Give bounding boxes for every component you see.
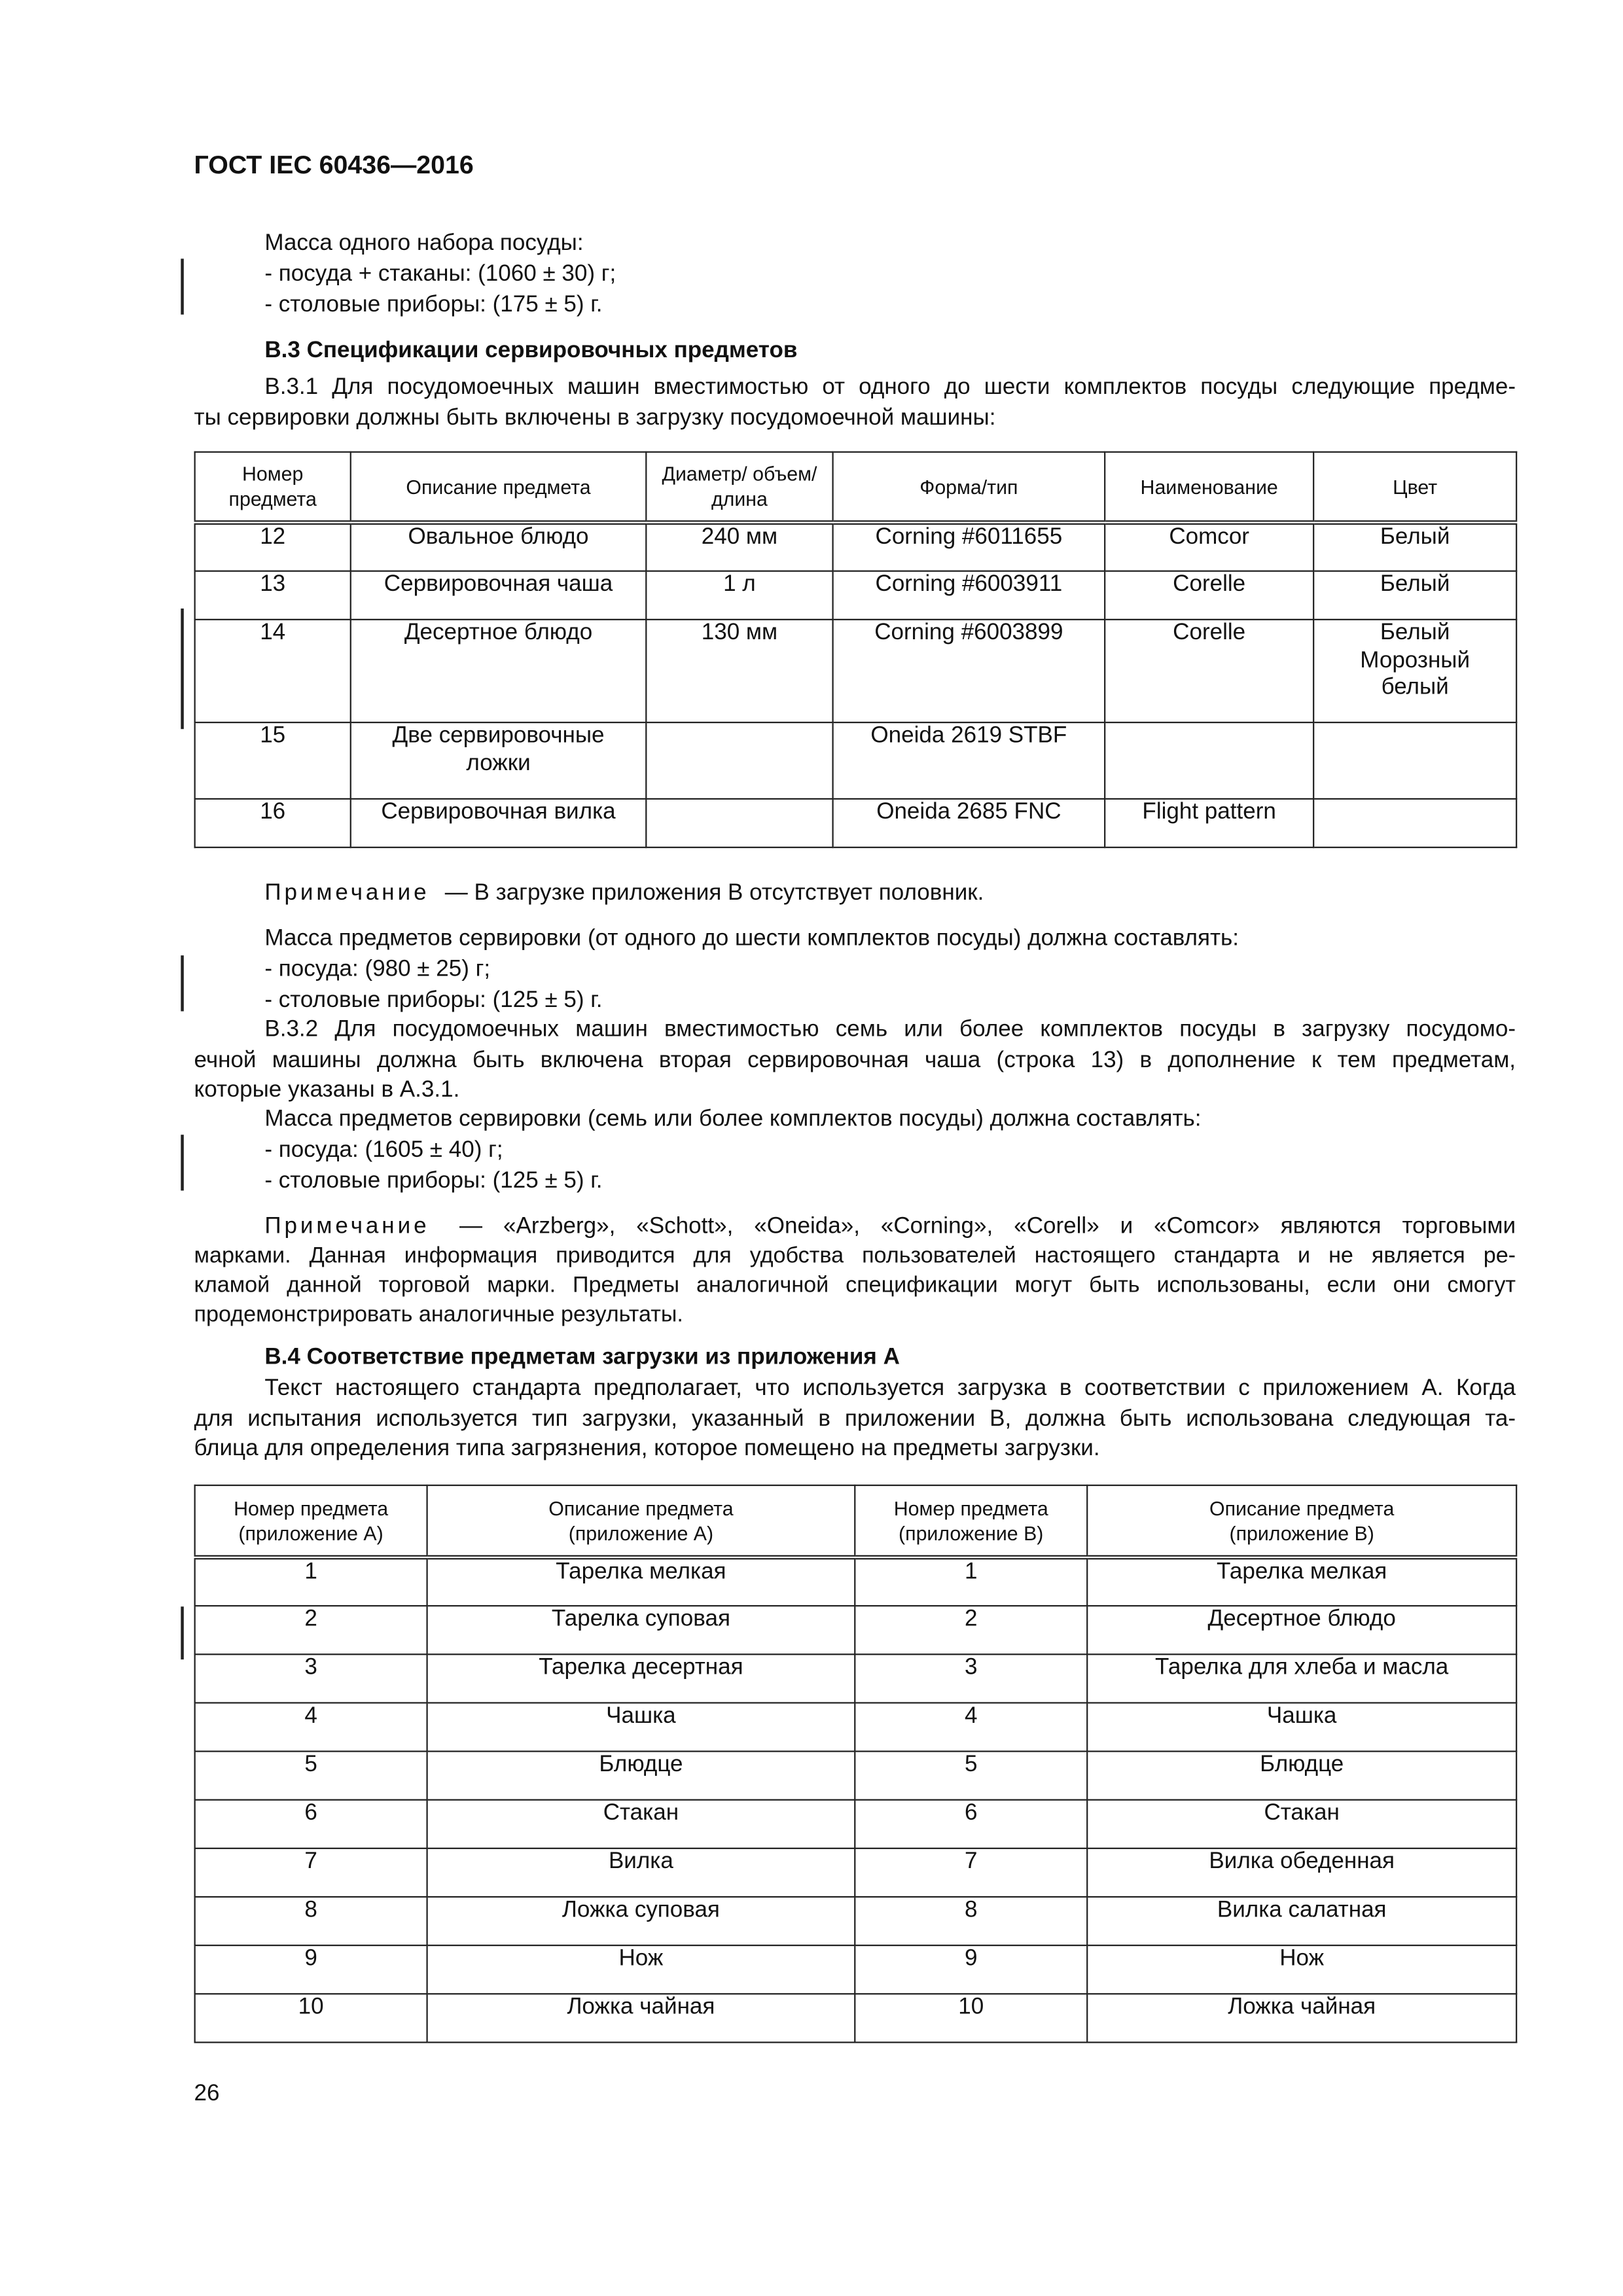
column-header: Диаметр/ объем/длина <box>646 452 832 523</box>
section-b4-paragraph-line: для испытания используется тип загрузки, указанный в приложении В, должна быть использована следующая та- <box>194 1406 1516 1432</box>
page-number: 26 <box>194 2081 220 2107</box>
table-cell: 4 <box>195 1703 427 1751</box>
section-b4-paragraph-line: блица для определения типа загрязнения, которое помещено на предметы загрузки. <box>194 1436 1100 1461</box>
table-cell: 130 мм <box>646 620 832 722</box>
table-cell: Тарелка мелкая <box>1087 1557 1516 1606</box>
table-cell: 10 <box>195 1994 427 2042</box>
table-cell: 1 л <box>646 571 832 620</box>
table-cell: Тарелка десертная <box>427 1654 855 1703</box>
table-cell: Flight pattern <box>1105 799 1313 847</box>
table-cell: 13 <box>195 571 351 620</box>
section-b3-paragraph-line: B.3.1 Для посудомоечных машин вместимостью от одного до шести комплектов посуды следующие предме- <box>264 374 1516 400</box>
table-header-row <box>195 452 1517 523</box>
table-cell: 5 <box>195 1752 427 1800</box>
note-text-line: кламой данной торговой марки. Предметы аналогичной спецификации могут быть использованы, если они смогут <box>194 1273 1516 1298</box>
table-row <box>195 620 1517 722</box>
table-cell: Oneida 2685 FNC <box>833 799 1105 847</box>
load-correspondence-table <box>194 1485 1518 2043</box>
table-cell: 9 <box>855 1945 1087 1994</box>
column-header: Описание предмета (приложение А) <box>427 1485 855 1557</box>
note-label: Примечание <box>264 880 430 906</box>
section-b4-heading: B.4 Соответствие предметам загрузки из приложения A <box>264 1345 900 1370</box>
note-text: — В загрузке приложения В отсутствует половник. <box>444 880 984 906</box>
table-cell: 6 <box>195 1800 427 1848</box>
section-b3-paragraph-line: ты сервировки должны быть включены в загрузку посудомоечной машины: <box>194 406 996 431</box>
table-cell: Тарелка мелкая <box>427 1557 855 1606</box>
table-cell: Две сервировочные ложки <box>351 722 647 799</box>
table-cell: 6 <box>855 1800 1087 1848</box>
column-header: Форма/тип <box>833 452 1105 523</box>
table-row <box>195 1994 1517 2042</box>
table-cell: Тарелка для хлеба и масла <box>1087 1654 1516 1703</box>
table-cell: Oneida 2619 STBF <box>833 722 1105 799</box>
table-cell: Чашка <box>1087 1703 1516 1751</box>
table-cell: Чашка <box>427 1703 855 1751</box>
table-header-row <box>195 1485 1517 1557</box>
change-bar <box>181 1606 183 1659</box>
change-bar <box>181 258 183 314</box>
table-cell <box>1313 722 1516 799</box>
table-row <box>195 1848 1517 1897</box>
mass-serving7-intro: Масса предметов сервировки (семь или более комплектов посуды) должна составлять: <box>264 1106 1202 1132</box>
b32-paragraph-line: ечной машины должна быть включена вторая сервировочная чаша (строка 13) в дополнение к тем предметам, <box>194 1048 1516 1073</box>
table-cell: 2 <box>195 1606 427 1654</box>
table-row <box>195 1800 1517 1848</box>
b32-paragraph-line: которые указаны в А.3.1. <box>194 1077 460 1103</box>
table-cell: Стакан <box>1087 1800 1516 1848</box>
table-cell: 7 <box>195 1848 427 1897</box>
table-cell: 10 <box>855 1994 1087 2042</box>
table-cell: Овальное блюдо <box>351 523 647 571</box>
table-cell: Тарелка суповая <box>427 1606 855 1654</box>
table-cell: 5 <box>855 1752 1087 1800</box>
mass-serving-item: - посуда: (980 ± 25) г; <box>264 957 491 982</box>
table-row <box>195 571 1517 620</box>
table-cell: Стакан <box>427 1800 855 1848</box>
column-header: Номер предмета (приложение А) <box>195 1485 427 1557</box>
column-header: Цвет <box>1313 452 1516 523</box>
table-row <box>195 523 1517 571</box>
table-cell: Белый <box>1313 571 1516 620</box>
table-row <box>195 1897 1517 1945</box>
serving-items-table <box>194 451 1518 849</box>
table-row <box>195 1557 1517 1606</box>
table-cell: Сервировочная чаша <box>351 571 647 620</box>
section-b3-heading: B.3 Спецификации сервировочных предметов <box>264 338 798 363</box>
document-header-title: ГОСТ IEC 60436—2016 <box>194 150 474 180</box>
table-cell: 3 <box>855 1654 1087 1703</box>
note-text-line: марками. Данная информация приводится для удобства пользователей настоящего стандарта и не является ре- <box>194 1243 1516 1269</box>
table-cell: 15 <box>195 722 351 799</box>
mass-set-intro: Масса одного набора посуды: <box>264 230 584 256</box>
note-label: Примечание <box>264 1214 430 1239</box>
table-cell: 14 <box>195 620 351 722</box>
table-cell <box>1313 799 1516 847</box>
table-cell: Вилка <box>427 1848 855 1897</box>
change-bar <box>181 609 183 729</box>
table-cell: 8 <box>195 1897 427 1945</box>
table-cell: Белый <box>1313 523 1516 571</box>
table-row <box>195 1654 1517 1703</box>
table-cell: Нож <box>1087 1945 1516 1994</box>
table-cell: Десертное блюдо <box>1087 1606 1516 1654</box>
table-cell: Ложка чайная <box>1087 1994 1516 2042</box>
change-bar <box>181 955 183 1011</box>
table-cell: Вилка обеденная <box>1087 1848 1516 1897</box>
mass-serving7-item: - посуда: (1605 ± 40) г; <box>264 1137 503 1163</box>
table-cell: Ложка чайная <box>427 1994 855 2042</box>
table-cell: Нож <box>427 1945 855 1994</box>
table-cell: 7 <box>855 1848 1087 1897</box>
table-cell: 3 <box>195 1654 427 1703</box>
table-cell: 4 <box>855 1703 1087 1751</box>
table-row <box>195 722 1517 799</box>
table-cell: Corning #6003899 <box>833 620 1105 722</box>
table-cell: 16 <box>195 799 351 847</box>
column-header: Номер предмета (приложение В) <box>855 1485 1087 1557</box>
table-cell: Ложка суповая <box>427 1897 855 1945</box>
table-cell: Comcor <box>1105 523 1313 571</box>
table-cell: 240 мм <box>646 523 832 571</box>
table-cell: 8 <box>855 1897 1087 1945</box>
section-b4-paragraph-line: Текст настоящего стандарта предполагает, что используется загрузка в соответствии с приложением А. Когда <box>264 1375 1516 1401</box>
table-cell: Corning #6011655 <box>833 523 1105 571</box>
mass-serving-intro: Масса предметов сервировки (от одного до шести комплектов посуды) должна составлять: <box>264 926 1240 951</box>
column-header: Номер предмета <box>195 452 351 523</box>
b32-paragraph-line: B.3.2 Для посудомоечных машин вместимостью семь или более комплектов посуды в загрузку посудомо- <box>264 1017 1516 1042</box>
table-cell: 12 <box>195 523 351 571</box>
table-cell: Corelle <box>1105 571 1313 620</box>
mass-set-item: - столовые приборы: (175 ± 5) г. <box>264 292 603 318</box>
note-paragraph <box>264 1212 1516 1242</box>
table-cell: Corelle <box>1105 620 1313 722</box>
note-text-line: продемонстрировать аналогичные результаты. <box>194 1302 683 1328</box>
table-cell: 1 <box>195 1557 427 1606</box>
column-header: Описание предмета <box>351 452 647 523</box>
table-cell: Сервировочная вилка <box>351 799 647 847</box>
table-row <box>195 1606 1517 1654</box>
table-row <box>195 1945 1517 1994</box>
table-cell: 1 <box>855 1557 1087 1606</box>
table-cell: 2 <box>855 1606 1087 1654</box>
table-row <box>195 1752 1517 1800</box>
table-cell: 9 <box>195 1945 427 1994</box>
table-cell <box>1105 722 1313 799</box>
table-cell <box>646 799 832 847</box>
table-cell: Вилка салатная <box>1087 1897 1516 1945</box>
table-row <box>195 799 1517 847</box>
table-cell: Corning #6003911 <box>833 571 1105 620</box>
column-header: Наименование <box>1105 452 1313 523</box>
table-cell: Блюдце <box>427 1752 855 1800</box>
table-row <box>195 1703 1517 1751</box>
note-paragraph <box>264 879 984 908</box>
mass-serving7-item: - столовые приборы: (125 ± 5) г. <box>264 1168 603 1194</box>
table-cell <box>646 722 832 799</box>
mass-serving-item: - столовые приборы: (125 ± 5) г. <box>264 987 603 1013</box>
table-cell: Блюдце <box>1087 1752 1516 1800</box>
table-cell: Десертное блюдо <box>351 620 647 722</box>
table-cell: Белый Морозный белый <box>1313 620 1516 722</box>
note-text: — «Arzberg», «Schott», «Oneida», «Corning», «Corell» и «Comcor» являются торговыми <box>459 1214 1516 1239</box>
column-header: Описание предмета (приложение В) <box>1087 1485 1516 1557</box>
change-bar <box>181 1135 183 1190</box>
mass-set-item: - посуда + стаканы: (1060 ± 30) г; <box>264 261 616 287</box>
